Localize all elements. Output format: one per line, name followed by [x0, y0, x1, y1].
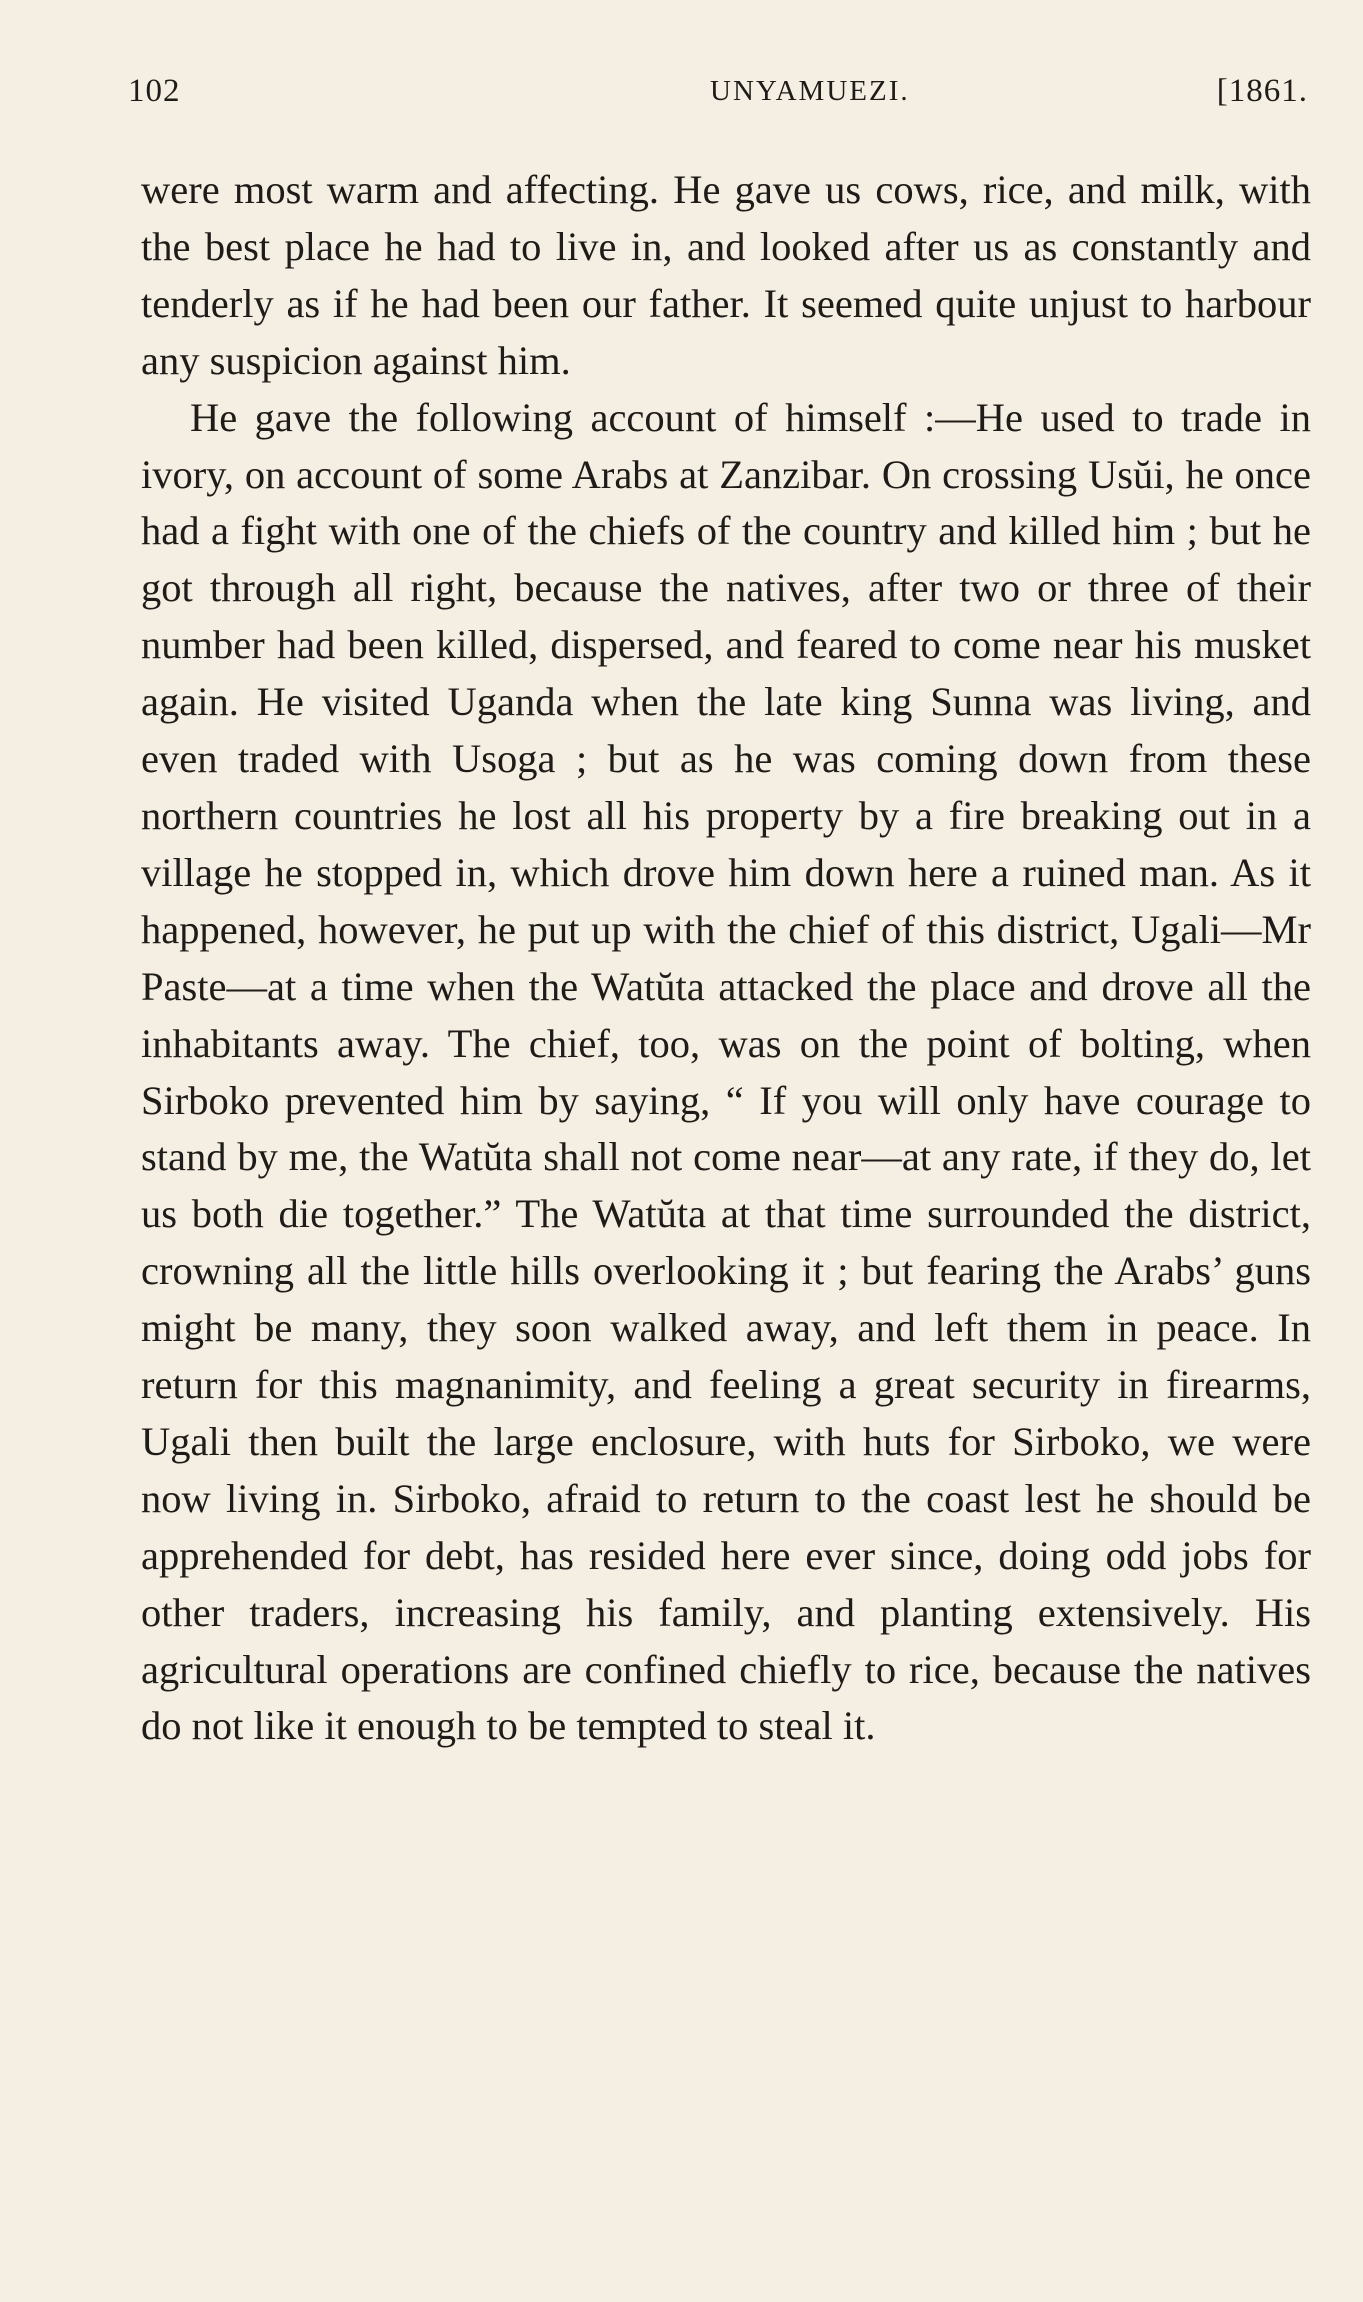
year-marker: [1861.: [1216, 73, 1308, 109]
paragraph-sirboko-account: He gave the following account of himself :—He used to trade in ivory, on account of some Arabs at Zanzibar. On crossing Usŭi, he once had a fight with one of the chiefs of the country and killed him ; but he got through all right, because the natives, after two or three of their number had been killed, dispersed, and feared to come near his musket again. He visited Uganda when the late king Sunna was living, and even traded with Usoga ; but as he was coming down from these northern countries he lost all his property by a fire breaking out in a village he stopped in, which drove him down here a ruined man. As it happened, however, he put up with the chief of this district, Ugali—Mr Paste—at a time when the Watŭta attacked the place and drove all the inhabitants away. The chief, too, was on the point of bolting, when Sirboko prevented him by saying, “ If you will only have courage to stand by me, the Watŭta shall not come near—at any rate, if they do, let us both die together.” The Watŭta at that time surrounded the district, crowning all the little hills overlooking it ; but fearing the Arabs’ guns might be many, they soon walked away, and left them in peace. In return for this magnanimity, and feeling a great security in firearms, Ugali then built the large enclosure, with huts for Sirboko, we were now living in. Sirboko, afraid to return to the coast lest he should be apprehended for debt, has resided here ever since, doing odd jobs for other traders, increasing his family, and planting extensively. His agricultural operations are confined chiefly to rice, because the natives do not like it enough to be tempted to steal it.: [141, 394, 1311, 1749]
running-head: UNYAMUEZI.: [710, 75, 910, 107]
page-number: 102: [128, 73, 181, 109]
page-header: [128, 73, 1308, 123]
body-text: [141, 162, 1311, 1755]
paragraph-continuation: were most warm and affecting. He gave us cows, rice, and milk, with the best place he had to live in, and looked after us as constantly and tenderly as if he had been our father. It seemed quite unjust to harbour any suspicion against him.: [141, 167, 1311, 383]
